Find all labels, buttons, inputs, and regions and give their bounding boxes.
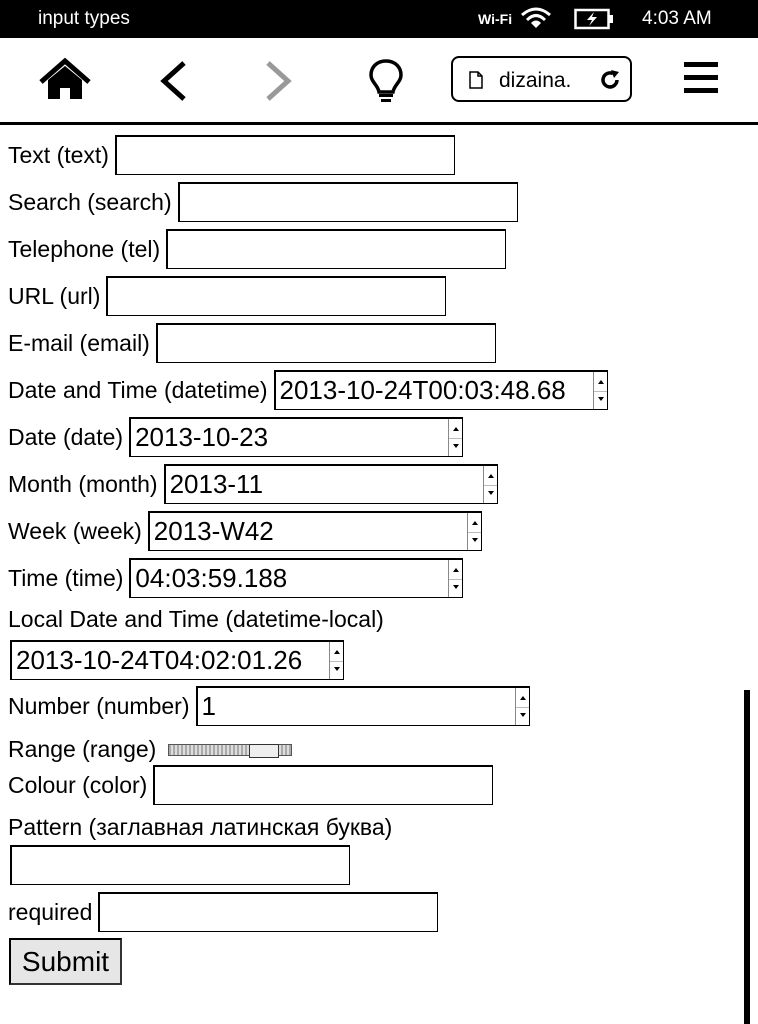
time-row [8, 558, 463, 598]
color-label: Colour (color) [8, 771, 148, 798]
tel-label: Telephone (tel) [8, 235, 161, 262]
number-value: 1 [201, 691, 216, 721]
number-label: Number (number) [8, 692, 190, 719]
reload-icon[interactable] [599, 69, 621, 96]
tel-input[interactable] [166, 229, 506, 269]
pattern-label: Pattern (заглавная латинская буква) [8, 814, 393, 840]
search-row [8, 182, 518, 222]
datetime-label: Date and Time (datetime) [8, 376, 268, 403]
lightbulb-icon[interactable] [366, 58, 406, 109]
range-thumb[interactable] [249, 744, 279, 758]
form-page [0, 125, 740, 1024]
pattern-label-row [8, 814, 398, 841]
submit-button[interactable]: Submit [9, 938, 122, 985]
text-input[interactable] [115, 135, 455, 175]
date-input[interactable] [129, 417, 463, 457]
datetime-local-input[interactable] [10, 640, 344, 680]
date-value: 2013-10-23 [135, 422, 269, 452]
week-spinner[interactable] [467, 513, 481, 550]
status-clock: 4:03 AM [642, 8, 712, 29]
home-icon[interactable] [38, 58, 92, 107]
month-input[interactable] [164, 464, 498, 504]
month-row [8, 464, 498, 504]
required-label: required [8, 898, 93, 925]
search-label: Search (search) [8, 188, 172, 215]
datetime-value: 2013-10-24T00:03:48.68 [279, 375, 566, 405]
datetime-local-row [10, 640, 344, 680]
color-input[interactable] [153, 765, 493, 805]
date-row [8, 417, 463, 457]
number-input[interactable] [196, 686, 530, 726]
range-row [8, 736, 292, 763]
status-bar [0, 0, 758, 38]
time-input[interactable] [129, 558, 463, 598]
pattern-row [10, 845, 350, 885]
number-spinner[interactable] [515, 688, 529, 725]
status-title: input types [38, 8, 130, 29]
scrollbar[interactable] [744, 690, 750, 1024]
url-input[interactable] [106, 276, 446, 316]
date-label: Date (date) [8, 423, 124, 450]
time-value: 04:03:59.188 [135, 563, 288, 593]
tel-row [8, 229, 506, 269]
pattern-input[interactable] [10, 845, 350, 885]
required-row [8, 892, 438, 932]
datetime-input[interactable] [274, 370, 608, 410]
month-spinner[interactable] [483, 466, 497, 503]
back-icon[interactable] [156, 60, 190, 107]
url-label: URL (url) [8, 282, 101, 309]
email-row [8, 323, 496, 363]
week-input[interactable] [148, 511, 482, 551]
datetime-local-value: 2013-10-24T04:02:01.26 [16, 645, 303, 675]
datetime-local-label: Local Date and Time (datetime-local) [8, 606, 384, 632]
text-row [8, 135, 455, 175]
datetime-row [8, 370, 608, 410]
email-input[interactable] [156, 323, 496, 363]
datetime-spinner[interactable] [593, 372, 607, 409]
color-row [8, 765, 493, 805]
required-input[interactable] [98, 892, 438, 932]
number-row [8, 686, 530, 726]
address-bar[interactable] [451, 56, 632, 102]
page-icon [469, 71, 483, 94]
wifi-icon [520, 6, 552, 35]
search-input[interactable] [178, 182, 518, 222]
text-label: Text (text) [8, 141, 109, 168]
range-label: Range (range) [8, 736, 157, 762]
time-label: Time (time) [8, 564, 124, 591]
forward-icon[interactable] [262, 60, 296, 107]
datetime-local-spinner[interactable] [329, 642, 343, 679]
email-label: E-mail (email) [8, 329, 150, 356]
browser-toolbar [0, 38, 758, 125]
datetime-local-label-row [8, 606, 390, 633]
url-row [8, 276, 446, 316]
month-value: 2013-11 [169, 469, 264, 499]
address-text: dizaina. [499, 69, 572, 92]
month-label: Month (month) [8, 470, 158, 497]
week-value: 2013-W42 [153, 516, 274, 546]
week-label: Week (week) [8, 517, 142, 544]
date-spinner[interactable] [448, 419, 462, 456]
time-spinner[interactable] [448, 560, 462, 597]
menu-icon[interactable] [684, 60, 720, 101]
wifi-label: Wi-Fi [478, 11, 513, 27]
week-row [8, 511, 482, 551]
range-slider[interactable] [168, 744, 292, 756]
battery-icon [574, 8, 614, 35]
